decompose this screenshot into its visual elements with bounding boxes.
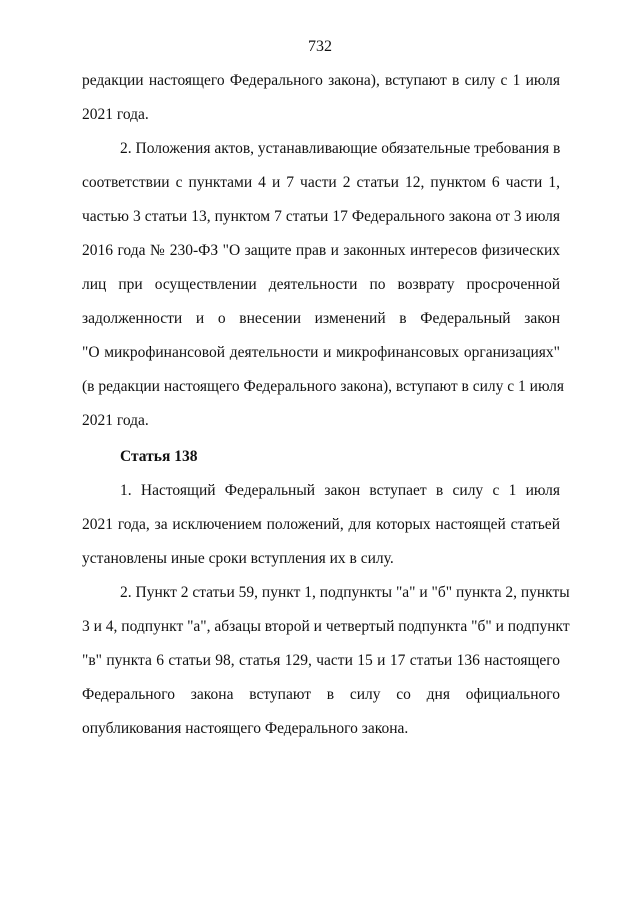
paragraph-2	[82, 132, 565, 438]
text-line: "О микрофинансовой деятельности и микрофинансовых организациях"	[82, 344, 560, 361]
text-line: частью 3 статьи 13, пунктом 7 статьи 17 Федерального закона от 3 июля	[82, 208, 560, 225]
text-line: установлены иные сроки вступления их в силу.	[82, 550, 394, 567]
article-heading: Статья 138	[120, 448, 198, 465]
text-line: Федерального закона вступают в силу со дня официального	[82, 686, 560, 703]
text-line: редакции настоящего Федерального закона), вступают в силу с 1 июля	[82, 72, 560, 89]
article-138-paragraph-2	[82, 576, 570, 746]
text-line: 2. Пункт 2 статьи 59, пункт 1, подпункты "а" и "б" пункта 2, пункты	[120, 584, 570, 601]
text-line: опубликования настоящего Федерального закона.	[82, 720, 409, 737]
text-line: 2021 года.	[82, 106, 149, 123]
page-number: 732	[308, 38, 332, 55]
text-line: соответствии с пунктами 4 и 7 части 2 статьи 12, пунктом 6 части 1,	[82, 174, 560, 191]
text-line: 2. Положения актов, устанавливающие обязательные требования в	[120, 140, 561, 157]
text-line: (в редакции настоящего Федерального закона), вступают в силу с 1 июля	[82, 378, 565, 395]
article-138-paragraph-1	[82, 474, 560, 576]
text-line: 2016 года № 230-ФЗ "О защите прав и законных интересов физических	[82, 242, 560, 259]
paragraph-continuation	[82, 64, 560, 132]
text-line: "в" пункта 6 статьи 98, статья 129, части 15 и 17 статьи 136 настоящего	[82, 652, 560, 669]
text-line: лиц при осуществлении деятельности по возврату просроченной	[82, 276, 560, 293]
text-line: задолженности и о внесении изменений в Федеральный закон	[82, 310, 560, 327]
document-body	[82, 64, 570, 746]
text-line: 1. Настоящий Федеральный закон вступает в силу с 1 июля	[120, 482, 560, 499]
text-line: 3 и 4, подпункт "а", абзацы второй и четвертый подпункта "б" и подпункт	[82, 618, 570, 635]
text-line: 2021 года, за исключением положений, для которых настоящей статьей	[82, 516, 560, 533]
text-line: 2021 года.	[82, 412, 149, 429]
